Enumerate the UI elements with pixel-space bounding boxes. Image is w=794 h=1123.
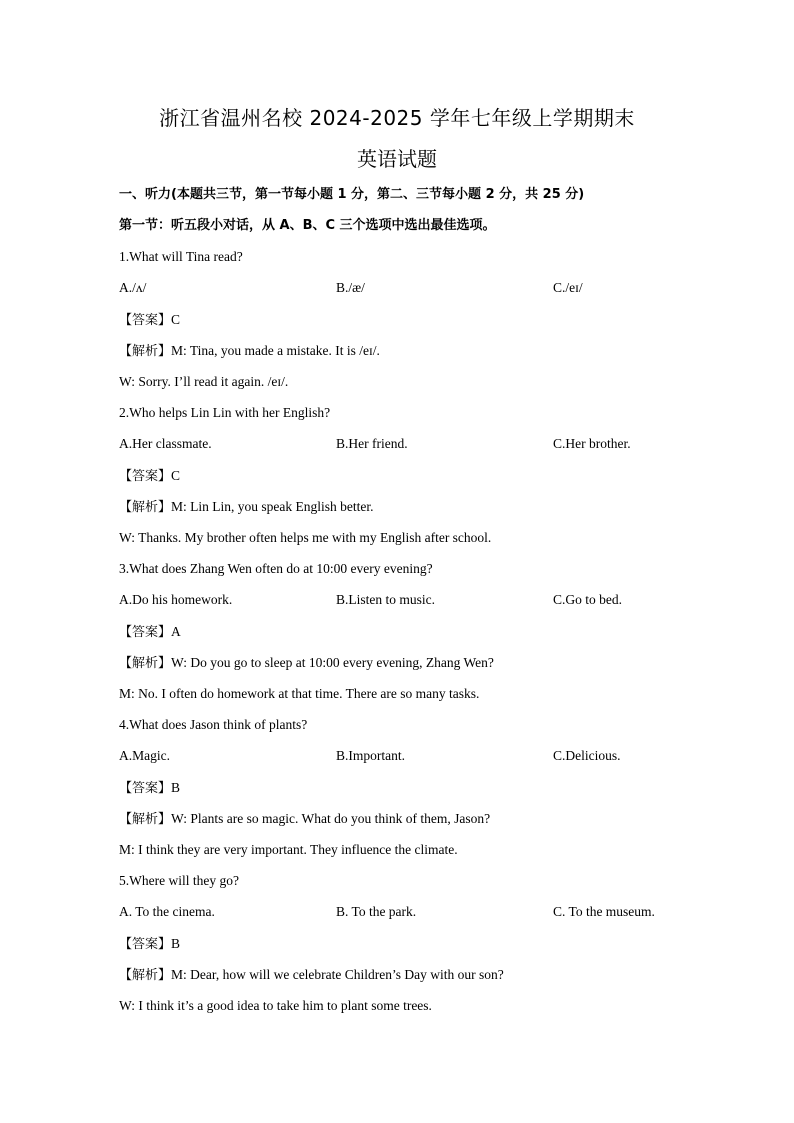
- question-text: 3.What does Zhang Wen often do at 10:00 every evening?: [119, 561, 433, 576]
- analysis-line: [119, 342, 380, 361]
- answer-label: 【答案】: [119, 937, 172, 952]
- answer-value: C: [171, 312, 181, 327]
- answer-value: B: [171, 936, 181, 951]
- analysis-label: 【解析】: [119, 500, 172, 515]
- answer-line: [119, 311, 180, 330]
- answer-line: [119, 779, 180, 798]
- dialog-line: M: I think they are very important. They influence the climate.: [119, 842, 458, 857]
- analysis-line: [119, 654, 494, 673]
- option-c: C.Her brother.: [553, 436, 631, 451]
- answer-value: A: [171, 624, 181, 639]
- option-c: C.Go to bed.: [553, 592, 622, 607]
- question-text: 2.Who helps Lin Lin with her English?: [119, 405, 331, 420]
- answer-line: [119, 935, 180, 954]
- option-a: A.Her classmate.: [119, 436, 212, 451]
- question-text: 4.What does Jason think of plants?: [119, 717, 308, 732]
- answer-label: 【答案】: [119, 625, 172, 640]
- section-heading: 一、听力(本题共三节，第一节每小题 1 分，第二、三节每小题 2 分，共 25 分): [119, 187, 585, 202]
- answer-value: C: [171, 468, 181, 483]
- exam-title: 浙江省温州名校 2024-2025 学年七年级上学期期末: [159, 106, 635, 130]
- answer-line: [119, 623, 181, 642]
- option-c: C.Delicious.: [553, 748, 621, 763]
- option-b: B.Listen to music.: [336, 592, 435, 607]
- option-a: A.Do his homework.: [119, 592, 233, 607]
- answer-line: [119, 467, 180, 486]
- analysis-text: W: Do you go to sleep at 10:00 every evening, Zhang Wen?: [171, 655, 494, 670]
- analysis-label: 【解析】: [119, 812, 172, 827]
- analysis-line: [119, 966, 504, 985]
- dialog-line: W: Sorry. I’ll read it again. /eɪ/.: [119, 374, 289, 389]
- option-a: A. To the cinema.: [119, 904, 215, 919]
- dialog-line: W: I think it’s a good idea to take him to plant some trees.: [119, 998, 432, 1013]
- answer-value: B: [171, 780, 181, 795]
- option-b: B.Her friend.: [336, 436, 408, 451]
- analysis-text: M: Tina, you made a mistake. It is /eɪ/.: [171, 343, 380, 358]
- answer-label: 【答案】: [119, 781, 172, 796]
- option-a: A./ʌ/: [119, 280, 147, 295]
- analysis-label: 【解析】: [119, 656, 172, 671]
- option-a: A.Magic.: [119, 748, 170, 763]
- analysis-label: 【解析】: [119, 344, 172, 359]
- option-c: C./eɪ/: [553, 280, 583, 295]
- option-b: B.Important.: [336, 748, 405, 763]
- analysis-line: [119, 498, 374, 517]
- dialog-line: M: No. I often do homework at that time. There are so many tasks.: [119, 686, 480, 701]
- option-c: C. To the museum.: [553, 904, 655, 919]
- option-b: B. To the park.: [336, 904, 417, 919]
- analysis-text: W: Plants are so magic. What do you think of them, Jason?: [171, 811, 491, 826]
- analysis-line: [119, 810, 490, 829]
- analysis-label: 【解析】: [119, 968, 172, 983]
- option-b: B./æ/: [336, 280, 365, 295]
- dialog-line: W: Thanks. My brother often helps me with my English after school.: [119, 530, 492, 545]
- analysis-text: M: Lin Lin, you speak English better.: [171, 499, 374, 514]
- analysis-text: M: Dear, how will we celebrate Children’s Day with our son?: [171, 967, 504, 982]
- question-text: 1.What will Tina read?: [119, 249, 243, 264]
- answer-label: 【答案】: [119, 313, 172, 328]
- exam-subtitle: 英语试题: [357, 147, 437, 171]
- answer-label: 【答案】: [119, 469, 172, 484]
- question-text: 5.Where will they go?: [119, 873, 239, 888]
- part-instruction: 第一节：听五段小对话，从 A、B、C 三个选项中选出最佳选项。: [119, 218, 496, 233]
